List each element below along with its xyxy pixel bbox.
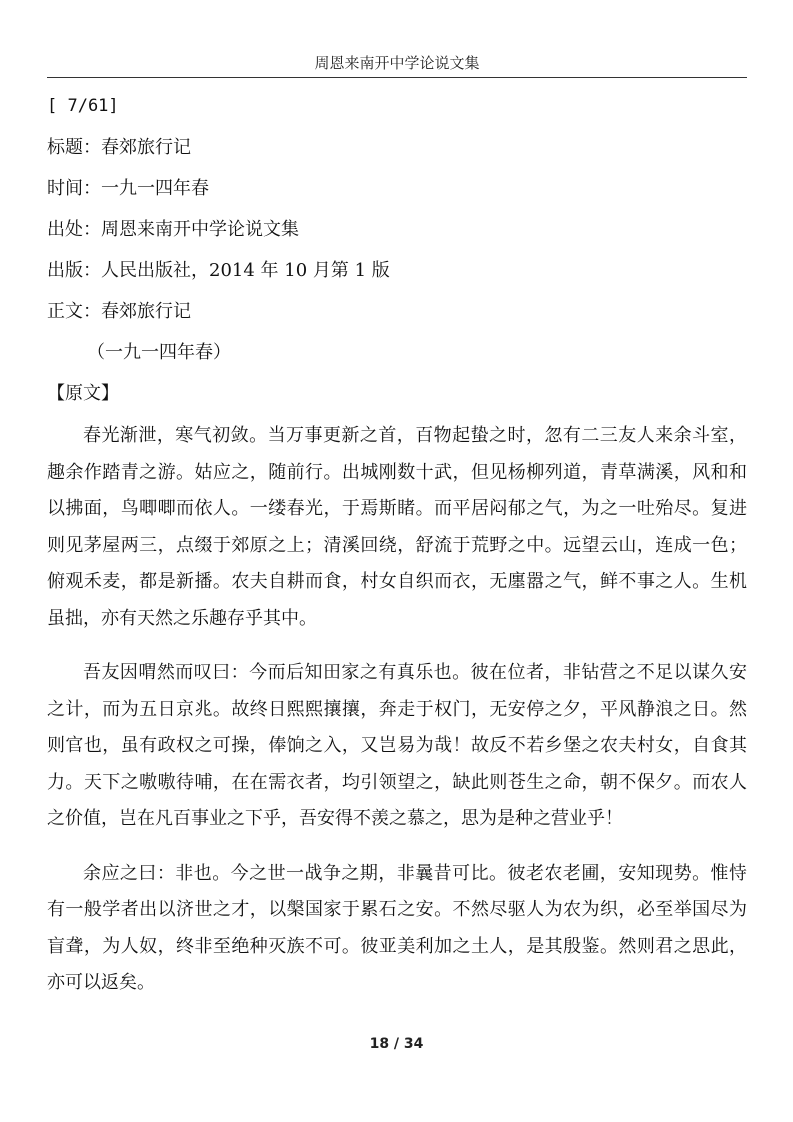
paragraph-3: 余应之曰：非也。今之世一战争之期，非曩昔可比。彼老农老圃，安知现势。惟恃有一般学者出以济世之才，以槃国家于累石之安。不然尽驱人为农为织，必至举国尽为盲聋，为人奴，终非至绝种灭族不可。彼亚美利加之土人，是其殷鉴。然则君之思此，亦可以返矣。 [47,862,747,993]
source-line: 出处：周恩来南开中学论说文集 [47,219,299,240]
title-line: 标题：春郊旅行记 [47,137,191,158]
date-note: （一九一四年春） [87,342,231,363]
time-line: 时间：一九一四年春 [47,178,209,199]
paragraph-1: 春光渐泄，寒气初敛。当万事更新之首，百物起蛰之时，忽有二三友人来余斗室，趣余作踏青之游。姑应之，随前行。出城刚数十武，但见杨柳列道，青草满溪，风和和以拂面，鸟唧唧而依人。一缕春光，于焉斯睹。而平居闷郁之气，为之一吐殆尽。复进则见茅屋两三，点缀于郊原之上；清溪回绕，舒流于荒野之中。远望云山，连成一色；俯观禾麦，都是新播。农夫自耕而食，村女自织而衣，无廛嚣之气，鲜不事之人。生机虽拙，亦有天然之乐趣存乎其中。 [47,425,747,629]
publish-line: 出版：人民出版社，2014 年 10 月第 1 版 [47,260,390,281]
document-body [47,86,747,1020]
header-divider [47,77,747,78]
section-label: 【原文】 [47,383,119,404]
running-header: 周恩来南开中学论说文集 [314,54,480,72]
page-number: 18 / 34 [369,1036,424,1052]
body-title-line: 正文：春郊旅行记 [47,301,191,322]
index-tag: [ 7/61] [47,96,119,116]
paragraph-2: 吾友因喟然而叹曰：今而后知田家之有真乐也。彼在位者，非钻营之不足以谋久安之计，而为五日京兆。故终日熙熙攘攘，奔走于权门，无安停之夕，平风静浪之日。然则官也，虽有政权之可操，俸饷之入，又岂易为哉！故反不若乡堡之农夫村女，自食其力。天下之嗷嗷待哺，在在需衣者，均引领望之，缺此则苍生之命，朝不保夕。而农人之价值，岂在凡百事业之下乎，吾安得不羡之慕之，思为是种之营业乎！ [47,662,747,829]
